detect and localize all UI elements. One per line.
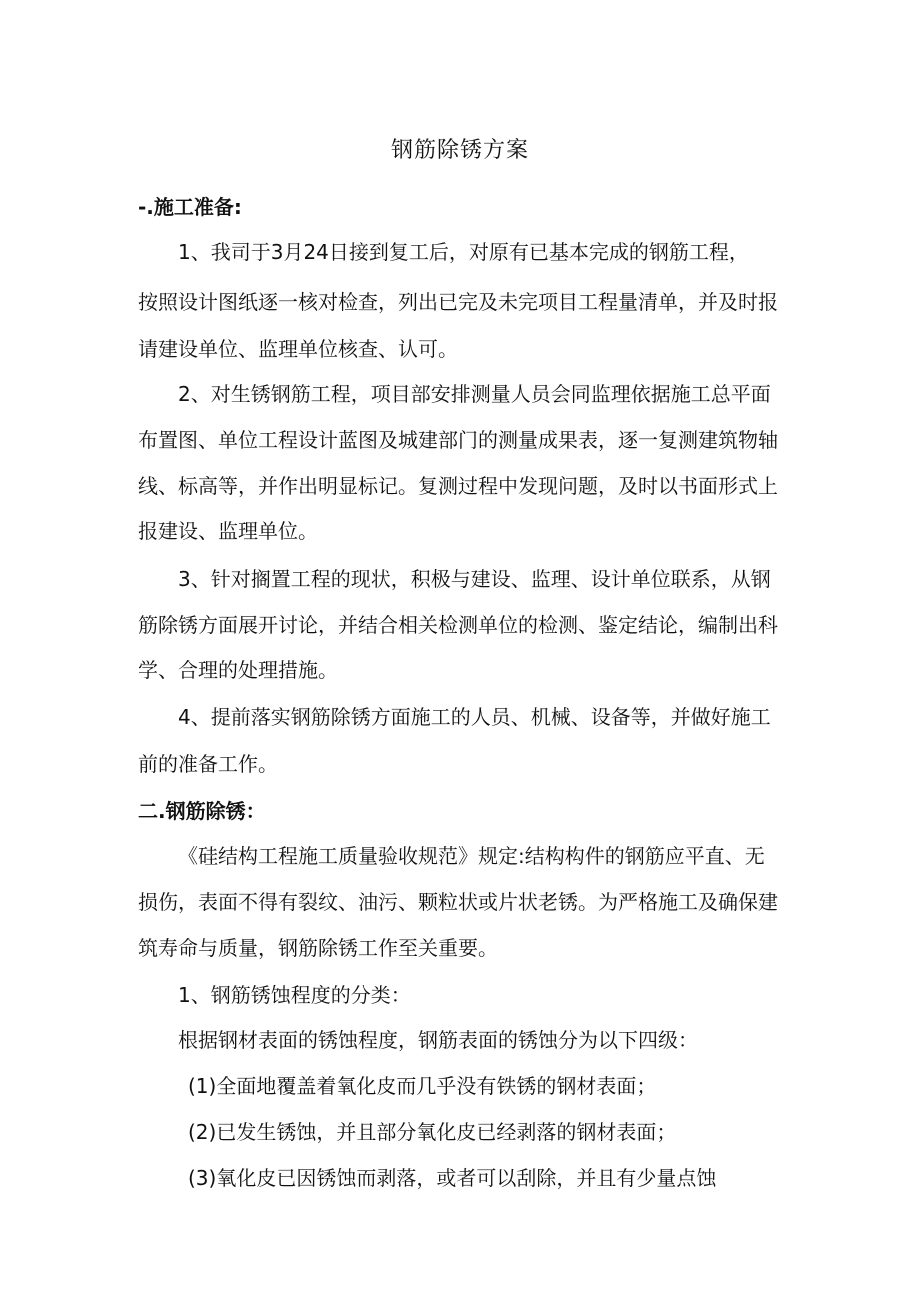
rust-level-item: (2)已发生锈蚀，并且部分氧化皮已经剥落的钢材表面； <box>188 1120 677 1144</box>
paragraph-line: 2、对生锈钢筋工程，项目部安排测量人员会同监理依据施工总平面 <box>178 382 771 406</box>
paragraph-line: 布置图、单位工程设计蓝图及城建部门的测量成果表，逐一复测建筑物轴 <box>138 428 778 452</box>
paragraph-line: 请建设单位、监理单位核查、认可。 <box>138 337 458 361</box>
paragraph-line: 《硅结构工程施工质量验收规范》规定:结构构件的钢筋应平直、无 <box>178 844 765 868</box>
paragraph-line: 1、我司于3月24日接到复工后，对原有已基本完成的钢筋工程， <box>178 240 749 264</box>
paragraph-line: 4、提前落实钢筋除锈方面施工的人员、机械、设备等，并做好施工 <box>178 705 771 729</box>
section-heading-derusting: 二.钢筋除锈： <box>138 799 266 823</box>
classification-description: 根据钢材表面的锈蚀程度，钢筋表面的锈蚀分为以下四级： <box>178 1028 698 1052</box>
paragraph-line: 报建设、监理单位。 <box>138 519 318 543</box>
rust-level-item: (3)氧化皮已因锈蚀而剥落，或者可以刮除，并且有少量点蚀 <box>188 1166 717 1190</box>
subheading-classification: 1、钢筋锈蚀程度的分类： <box>178 983 411 1007</box>
paragraph-line: 筋除锈方面展开讨论，并结合相关检测单位的检测、鉴定结论，编制出科 <box>138 613 778 637</box>
section-heading-preparation: -.施工准备: <box>138 195 242 219</box>
page-title: 钢筋除锈方案 <box>390 138 529 163</box>
paragraph-line: 线、标高等，并作出明显标记。复测过程中发现问题，及时以书面形式上 <box>138 474 778 498</box>
paragraph-line: 学、合理的处理措施。 <box>138 658 338 682</box>
paragraph-line: 3、针对搁置工程的现状，积极与建设、监理、设计单位联系，从钢 <box>178 567 771 591</box>
paragraph-line: 按照设计图纸逐一核对检查，列出已完及未完项目工程量清单，并及时报 <box>138 290 778 314</box>
rust-level-item: (1)全面地覆盖着氧化皮而几乎没有铁锈的钢材表面； <box>188 1074 657 1098</box>
paragraph-line: 损伤，表面不得有裂纹、油污、颗粒状或片状老锈。为严格施工及确保建 <box>138 890 778 914</box>
paragraph-line: 筑寿命与质量，钢筋除锈工作至关重要。 <box>138 936 498 960</box>
paragraph-line: 前的准备工作。 <box>138 752 278 776</box>
